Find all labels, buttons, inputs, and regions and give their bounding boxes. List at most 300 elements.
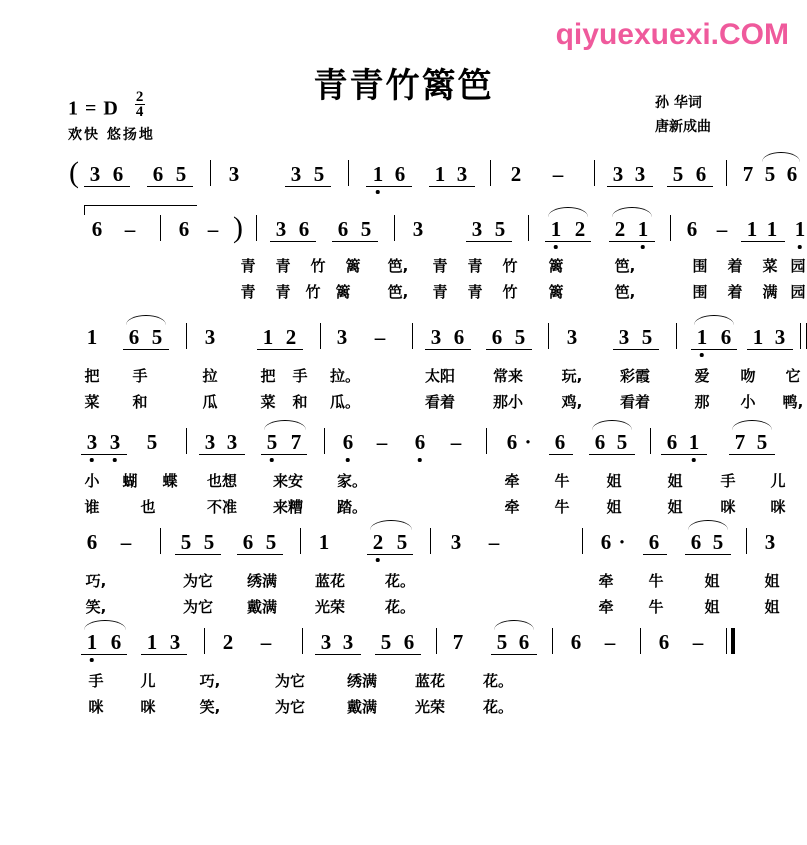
lyric-syllable: 竹 [502,283,518,301]
note: 3 [290,162,302,186]
note: 5 [712,530,724,554]
note: 3 [226,430,238,454]
beam [685,554,731,555]
note: 3 [109,430,121,454]
note: 6 [453,325,465,349]
barline [348,160,349,186]
note: 5 [514,325,526,349]
lyric-syllable: 鸭, [782,393,804,411]
note: 6 [686,217,698,241]
beam [466,241,512,242]
note: 1 [318,530,330,554]
lyric-syllable: 花。 [384,572,416,590]
lyric-syllable: 戴满 [246,598,278,616]
slur [732,420,772,430]
time-signature-numerator: 2 [135,89,145,105]
lyric-syllable: 姐 [667,498,683,516]
lyric-syllable: 它 [785,367,801,385]
lyric-row-2 [0,696,807,720]
slur [84,620,126,630]
note: 5 [175,162,187,186]
lyric-syllable: 儿 [140,672,156,690]
lyric-syllable: 牛 [554,472,570,490]
note: 5 [360,217,372,241]
open-paren: ( [69,156,79,189]
lyric-syllable: 围 [692,283,708,301]
note: 1 [372,162,384,186]
lyric-syllable: 围 [692,257,708,275]
lyric-syllable: 青 [240,283,256,301]
note: 6 [666,430,678,454]
note: 6 [128,325,140,349]
note: 1 [766,217,778,241]
beam [661,454,707,455]
note: 5 [396,530,408,554]
note: 3 [618,325,630,349]
key-tempo-block [68,88,155,144]
composer-credit: 唐新成曲 [655,118,711,135]
lyric-syllable: 光荣 [314,598,346,616]
close-paren: ) [233,211,243,244]
lyric-syllable: 着 [727,283,743,301]
barline [324,428,325,454]
lyric-syllable: 来安 [272,472,304,490]
note: 1 [86,630,98,654]
watermark [556,20,789,51]
key-signature-line [68,88,155,120]
lyric-syllable: 把 [260,367,276,385]
beam [237,554,283,555]
note: 5 [496,630,508,654]
lyric-syllable: 笑, [199,698,221,716]
lyric-syllable: 姐 [764,572,780,590]
barline [394,215,395,241]
lyric-syllable: 太阳 [424,367,456,385]
beam [175,554,221,555]
note [787,217,792,242]
note: 3 [412,217,424,241]
lyric-syllable: 青 [240,257,256,275]
lyric-syllable: 也想 [206,472,238,490]
lyric-syllable: 看着 [619,393,651,411]
note: 3 [430,325,442,349]
lyric-row-1 [0,365,807,389]
beam [84,186,130,187]
beam [429,186,475,187]
music-system-4 [0,418,807,520]
barline [300,528,301,554]
note: 6 [506,430,518,454]
lyric-syllable: 园 [790,283,806,301]
lyric-syllable: 踏。 [336,498,368,516]
lyric-syllable: 姐 [704,572,720,590]
lyric-syllable: 牛 [554,498,570,516]
beam [141,654,187,655]
note: 3 [204,325,216,349]
note: 7 [742,162,754,186]
note-dash: – [692,630,704,654]
note: 3 [89,162,101,186]
note: 6 [91,217,103,241]
note-dash: – [260,630,272,654]
lyric-syllable: 青 [432,283,448,301]
note: 3 [342,630,354,654]
note: 5 [266,430,278,454]
lyric-syllable: 拉 [202,367,218,385]
lyric-syllable: 常来 [492,367,524,385]
lyric-syllable: 戴满 [346,698,378,716]
note-row [0,518,807,564]
music-system-2 [0,205,807,305]
tempo-marking: 欢快 悠扬地 [68,127,155,144]
barline [160,215,161,241]
lyric-row-2 [0,281,807,305]
lyric-syllable: 手 [132,367,148,385]
slur [688,520,728,530]
lyric-row-2 [0,391,807,415]
time-signature-denominator: 4 [135,104,145,121]
note: 3 [764,530,776,554]
note-dash: – [207,217,219,241]
note: 6 [491,325,503,349]
final-barline [726,628,735,654]
lyric-syllable: 谁 [84,498,100,516]
beam [367,554,413,555]
beam [549,454,573,455]
note: 1 [696,325,708,349]
note: 5 [265,530,277,554]
barline [160,528,161,554]
barline [650,428,651,454]
lyric-syllable: 笆, [614,257,636,275]
note: 6 [720,325,732,349]
lyric-syllable: 青 [432,257,448,275]
note: 5 [616,430,628,454]
lyric-syllable: 咪 [88,698,104,716]
lyric-syllable: 青 [275,283,291,301]
slur [762,152,800,162]
note: 1 [794,217,806,241]
beam [741,241,785,242]
note: 1 [752,325,764,349]
note: 1 [637,217,649,241]
slur [264,420,306,430]
note-dash: – [374,325,386,349]
lyric-syllable: 光荣 [414,698,446,716]
beam [315,654,361,655]
note: 7 [734,430,746,454]
note: 5 [641,325,653,349]
page-title: 青青竹篱笆 [313,66,494,106]
note: 6 [786,162,798,186]
lyric-syllable: 爱 [694,367,710,385]
lyric-syllable: 咪 [140,698,156,716]
lyric-syllable: 蝶 [162,472,178,490]
lyric-syllable: 姐 [667,472,683,490]
note: 1 [262,325,274,349]
lyric-syllable: 不准 [206,498,238,516]
time-signature [135,90,146,120]
note: 6 [518,630,530,654]
beam [332,241,378,242]
beam [643,554,667,555]
lyric-syllable: 姐 [606,498,622,516]
note: 2 [510,162,522,186]
lyric-syllable: 牵 [504,498,520,516]
lyric-syllable: 为它 [274,672,306,690]
beam [589,454,635,455]
lyric-syllable: 园 [790,257,806,275]
barline [210,160,211,186]
lyric-syllable: 瓜 [202,393,218,411]
slur [592,420,632,430]
beam [81,454,127,455]
note-row [0,418,807,464]
lyric-syllable: 篱 [548,257,564,275]
lyric-syllable: 笑, [85,598,107,616]
lyric-syllable: 为它 [182,572,214,590]
barline [204,628,205,654]
lyric-syllable: 竹 [305,283,321,301]
note-dash: – [376,430,388,454]
note: 6 [337,217,349,241]
lyric-syllable: 牵 [504,472,520,490]
barline [594,160,595,186]
note: 3 [634,162,646,186]
note: 1 [688,430,700,454]
lyric-syllable: 着 [727,257,743,275]
lyric-syllable: 小 [84,472,100,490]
barline [670,215,671,241]
barline [528,215,529,241]
note: 6 [394,162,406,186]
lyric-syllable: 吻 [740,367,756,385]
lyric-syllable: 为它 [274,698,306,716]
lyric-syllable: 牵 [598,572,614,590]
barline [256,215,257,241]
beam [81,654,127,655]
lyric-syllable: 那 [694,393,710,411]
lyric-row-2 [0,596,807,620]
lyric-syllable: 牛 [648,598,664,616]
beam [607,186,653,187]
lyric-row-1 [0,470,807,494]
barline [302,628,303,654]
lyric-row-1 [0,570,807,594]
barline [552,628,553,654]
lyric-syllable: 绣满 [346,672,378,690]
note: 7 [452,630,464,654]
barline [436,628,437,654]
beam [199,454,245,455]
lyric-syllable: 咪 [770,498,786,516]
lyric-syllable: 菜 [260,393,276,411]
lyric-syllable: 和 [292,393,308,411]
note-row [0,205,807,251]
note: 6 [403,630,415,654]
lyric-syllable: 鸡, [561,393,583,411]
lyric-syllable: 看着 [424,393,456,411]
note: 3 [336,325,348,349]
lyric-syllable: 花。 [482,698,514,716]
barline [486,428,487,454]
lyric-syllable: 玩, [561,367,583,385]
note: 3 [204,430,216,454]
note: 5 [313,162,325,186]
lyricist-credit: 孙 华词 [655,95,702,111]
note: 6 [86,530,98,554]
lyric-syllable: 绣满 [246,572,278,590]
lyric-syllable: 手 [720,472,736,490]
music-system-6 [0,618,807,720]
note: 5 [764,162,776,186]
lyric-syllable: 姐 [704,598,720,616]
note: 3 [169,630,181,654]
note: 6 [594,430,606,454]
note-dash: – [450,430,462,454]
note: 6 [342,430,354,454]
lyric-syllable: 青 [275,257,291,275]
beam [366,186,412,187]
first-ending-bracket [84,205,197,215]
note-row [0,150,807,196]
barline [582,528,583,554]
lyric-syllable: 瓜。 [329,393,361,411]
note: 6 [600,530,612,554]
lyric-syllable: 篱 [345,257,361,275]
lyric-syllable: 那小 [492,393,524,411]
note: 6 [695,162,707,186]
lyric-syllable: 竹 [310,257,326,275]
credits [655,92,711,140]
note: 6 [152,162,164,186]
lyric-syllable: 姐 [606,472,622,490]
beam [285,186,331,187]
music-system-5 [0,518,807,620]
beam [609,241,655,242]
note: 5 [380,630,392,654]
barline [726,160,727,186]
note: 5 [203,530,215,554]
note: 3 [228,162,240,186]
dot: · [524,430,532,454]
lyric-syllable: 手 [292,367,308,385]
lyric-syllable: 来糟 [272,498,304,516]
lyric-syllable: 花。 [482,672,514,690]
lyric-syllable: 花。 [384,598,416,616]
beam [667,186,713,187]
beam [729,454,775,455]
beam [375,654,421,655]
barline [490,160,491,186]
beam [147,186,193,187]
note-dash: – [120,530,132,554]
note: 2 [372,530,384,554]
lyric-syllable: 竹 [502,257,518,275]
lyric-syllable: 彩霞 [619,367,651,385]
lyric-syllable: 牵 [598,598,614,616]
note: 1 [434,162,446,186]
lyric-row-1 [0,670,807,694]
note-dash: – [604,630,616,654]
note: 3 [275,217,287,241]
note: 6 [242,530,254,554]
watermark-text: qiyuexuexi.COM [555,18,789,51]
lyric-syllable: 蓝花 [414,672,446,690]
lyric-syllable: 蓝花 [314,572,346,590]
note: 6 [648,530,660,554]
note-row [0,313,807,359]
note: 6 [110,630,122,654]
note: 3 [456,162,468,186]
note-dash: – [552,162,564,186]
note: 1 [86,325,98,349]
lyric-syllable: 笆, [614,283,636,301]
lyric-syllable: 拉。 [329,367,361,385]
lyric-syllable: 也 [140,498,156,516]
music-system-3-last-measure [0,313,807,359]
lyric-syllable: 和 [132,393,148,411]
note: 5 [494,217,506,241]
note: 2 [614,217,626,241]
dot: · [618,530,626,554]
music-system-1 [0,150,807,196]
key-signature: 1 = D [68,97,119,120]
note: 6 [298,217,310,241]
lyric-syllable: 咪 [720,498,736,516]
lyric-syllable: 满 [762,283,778,301]
barline [746,528,747,554]
note: 1 [146,630,158,654]
lyric-syllable: 姐 [764,598,780,616]
barline [640,628,641,654]
barline [186,428,187,454]
beam [491,654,537,655]
note: 6 [414,430,426,454]
lyric-syllable: 家。 [336,472,368,490]
lyric-syllable: 笆, [387,283,409,301]
note: 2 [222,630,234,654]
note: 3 [320,630,332,654]
note: 3 [86,430,98,454]
slur [548,207,588,217]
note: 1 [550,217,562,241]
note: 3 [566,325,578,349]
note: 6 [554,430,566,454]
lyric-syllable: 篱 [335,283,351,301]
note: 5 [151,325,163,349]
lyric-syllable: 菜 [84,393,100,411]
note-row [0,618,807,664]
note: 5 [146,430,158,454]
lyric-syllable: 篱 [548,283,564,301]
lyric-syllable: 手 [88,672,104,690]
slur [494,620,534,630]
note: 6 [570,630,582,654]
lyric-syllable: 笆, [387,257,409,275]
note: 6 [178,217,190,241]
beam [261,454,307,455]
slur [612,207,652,217]
lyric-syllable: 儿 [770,472,786,490]
note: 2 [574,217,586,241]
note-dash: – [716,217,728,241]
note: 3 [612,162,624,186]
note-dash: – [124,217,136,241]
note: 6 [112,162,124,186]
lyric-syllable: 青 [467,283,483,301]
beam [545,241,591,242]
